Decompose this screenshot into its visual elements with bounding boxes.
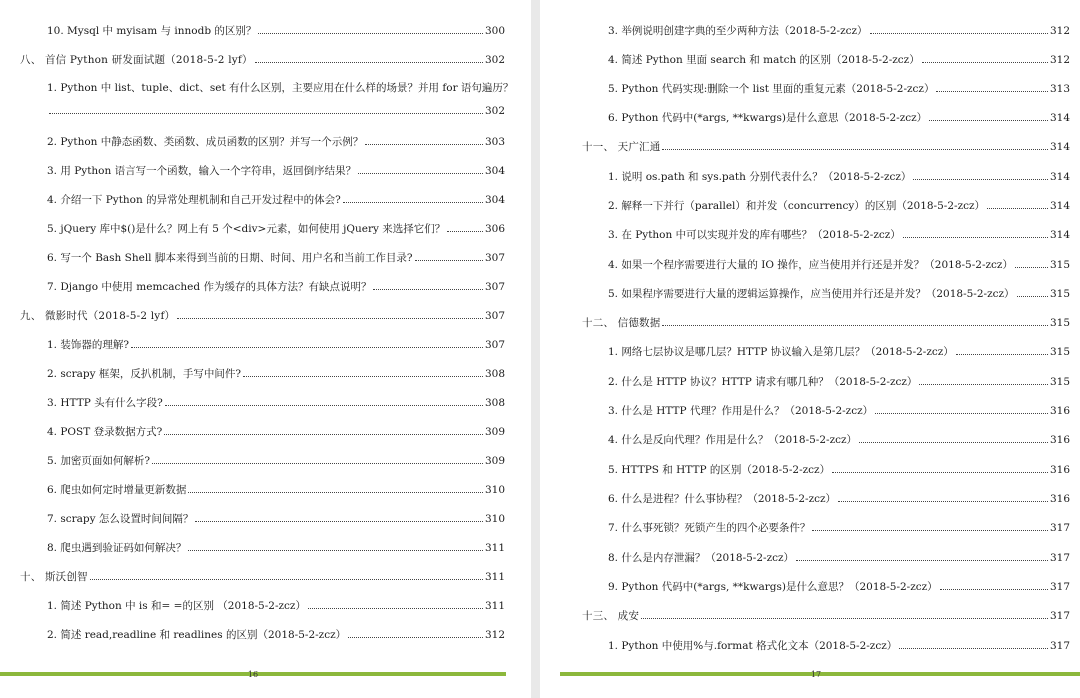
toc-entry[interactable]: 7. Django 中使用 memcached 作为缓存的具体方法？有缺点说明？ 307 — [47, 276, 505, 296]
dot-leader — [165, 392, 483, 406]
toc-entry[interactable]: 1. Python 中使用%与.format 格式化文本（2018-5-2-zcz） 317 — [608, 635, 1070, 655]
dot-leader — [870, 20, 1048, 34]
dot-leader — [936, 78, 1047, 92]
toc-entry[interactable]: 4. 介绍一下 Python 的异常处理机制和自己开发过程中的体会? 304 — [47, 189, 505, 209]
toc-entry[interactable]: 1. 网络七层协议是哪几层？HTTP 协议输入是第几层？（2018-5-2-zcz） 315 — [608, 341, 1070, 361]
toc-entry[interactable]: 4. 什么是反向代理？作用是什么？（2018-5-2-zcz） 316 — [608, 429, 1070, 449]
dot-leader — [90, 566, 483, 580]
page-gutter — [531, 0, 540, 698]
dot-leader — [358, 160, 483, 174]
left-page — [0, 0, 531, 698]
dot-leader — [903, 224, 1048, 238]
dot-leader — [875, 400, 1048, 414]
toc-entry[interactable]: 2. 简述 read,readline 和 readlines 的区别（2018-5-2-zcz） 312 — [47, 624, 505, 644]
toc-section[interactable]: 九、 微影时代（2018-5-2 lyf） 307 — [20, 305, 505, 325]
dot-leader — [919, 371, 1048, 385]
dot-leader — [308, 595, 483, 609]
right-page — [540, 0, 1080, 698]
toc-section[interactable]: 八、 首信 Python 研发面试题（2018-5-2 lyf） 302 — [20, 49, 505, 69]
toc-entry-continued[interactable]: 302 — [47, 100, 505, 120]
toc-entry[interactable]: 3. HTTP 头有什么字段? 308 — [47, 392, 505, 412]
dot-leader — [929, 107, 1048, 121]
toc-entry[interactable]: 2. Python 中静态函数、类函数、成员函数的区别？并写一个示例？ 303 — [47, 131, 505, 151]
dot-leader — [343, 189, 483, 203]
dot-leader — [641, 605, 1048, 619]
dot-leader — [1017, 283, 1048, 297]
dot-leader — [812, 517, 1048, 531]
dot-leader — [258, 20, 483, 34]
toc-section[interactable]: 十二、 信德数据 315 — [582, 312, 1070, 332]
toc-entry[interactable]: 2. scrapy 框架，反扒机制，手写中间件? 308 — [47, 363, 505, 383]
dot-leader — [177, 305, 483, 319]
dot-leader — [365, 131, 483, 145]
toc-entry[interactable]: 2. 什么是 HTTP 协议？HTTP 请求有哪几种？（2018-5-2-zcz） 315 — [608, 371, 1070, 391]
dot-leader — [195, 508, 483, 522]
dot-leader — [662, 136, 1048, 150]
toc-entry[interactable]: 5. 如果程序需要进行大量的逻辑运算操作，应当使用并行还是并发？（2018-5-2-zcz） 315 — [608, 283, 1070, 303]
dot-leader — [796, 547, 1048, 561]
toc-entry[interactable]: 1. 说明 os.path 和 sys.path 分别代表什么？（2018-5-2-zcz） 314 — [608, 166, 1070, 186]
toc-entry[interactable]: 5. jQuery 库中$()是什么？网上有 5 个<div>元素，如何使用 jQuery 来选择它们？ 306 — [47, 218, 505, 238]
toc-entry[interactable]: 6. Python 代码中(*args, **kwargs)是什么意思（2018-5-2-zcz） 314 — [608, 107, 1070, 127]
toc-entry[interactable]: 1. 简述 Python 中 is 和= =的区别 （2018-5-2-zcz） 311 — [47, 595, 505, 615]
toc-entry[interactable]: 4. 简述 Python 里面 search 和 match 的区别（2018-5-2-zcz） 312 — [608, 49, 1070, 69]
dot-leader — [243, 363, 483, 377]
toc-entry[interactable]: 3. 举例说明创建字典的至少两种方法（2018-5-2-zcz） 312 — [608, 20, 1070, 40]
toc-entry[interactable]: 4. 如果一个程序需要进行大量的 IO 操作，应当使用并行还是并发？（2018-5-2-zcz） 315 — [608, 254, 1070, 274]
dot-leader — [956, 341, 1048, 355]
dot-leader — [188, 537, 483, 551]
dot-leader — [913, 166, 1048, 180]
dot-leader — [373, 276, 482, 290]
dot-leader — [49, 100, 483, 114]
toc-entry[interactable]: 3. 用 Python 语言写一个函数，输入一个字符串，返回倒序结果？ 304 — [47, 160, 505, 180]
dot-leader — [255, 49, 483, 63]
toc-section[interactable]: 十、 斯沃创智 311 — [20, 566, 505, 586]
toc-section[interactable]: 十三、 成安 317 — [582, 605, 1070, 625]
toc-entry[interactable]: 1. 装饰器的理解? 307 — [47, 334, 505, 354]
toc-entry[interactable]: 8. 什么是内存泄漏？（2018-5-2-zcz） 317 — [608, 547, 1070, 567]
dot-leader — [899, 635, 1048, 649]
dot-leader — [662, 312, 1048, 326]
dot-leader — [131, 334, 483, 348]
toc-entry[interactable]: 7. scrapy 怎么设置时间间隔？ 310 — [47, 508, 505, 528]
toc-entry[interactable]: 5. HTTPS 和 HTTP 的区别（2018-5-2-zcz） 316 — [608, 459, 1070, 479]
toc-entry[interactable]: 8. 爬虫遇到验证码如何解决？ 311 — [47, 537, 505, 557]
dot-leader — [859, 429, 1048, 443]
toc-entry[interactable]: 5. 加密页面如何解析? 309 — [47, 450, 505, 470]
toc-entry[interactable]: 1. Python 中 list、tuple、dict、set 有什么区别，主要应用在什么样的场景？并用 for 语句遍历？ — [47, 82, 514, 94]
toc-entry[interactable]: 7. 什么事死锁？死锁产生的四个必要条件？ 317 — [608, 517, 1070, 537]
dot-leader — [164, 421, 483, 435]
toc-entry[interactable]: 6. 写一个 Bash Shell 脚本来得到当前的日期、时间、用户名和当前工作目录? 307 — [47, 247, 505, 267]
toc-entry[interactable]: 6. 爬虫如何定时增量更新数据 310 — [47, 479, 505, 499]
toc-entry[interactable]: 5. Python 代码实现:删除一个 list 里面的重复元素（2018-5-2-zcz） 313 — [608, 78, 1070, 98]
dot-leader — [987, 195, 1048, 209]
dot-leader — [940, 576, 1048, 590]
toc-entry[interactable]: 2. 解释一下并行（parallel）和并发（concurrency）的区别（2018-5-2-zcz） 314 — [608, 195, 1070, 215]
dot-leader — [1015, 254, 1048, 268]
toc-entry[interactable]: 10. Mysql 中 myisam 与 innodb 的区别？ 300 — [47, 20, 505, 40]
toc-section[interactable]: 十一、 天广汇通 314 — [582, 136, 1070, 156]
dot-leader — [348, 624, 483, 638]
toc-entry[interactable]: 3. 在 Python 中可以实现并发的库有哪些？（2018-5-2-zcz） 314 — [608, 224, 1070, 244]
toc-entry[interactable]: 4. POST 登录数据方式? 309 — [47, 421, 505, 441]
page-number: 16 — [247, 670, 259, 679]
dot-leader — [415, 247, 483, 261]
toc-entry[interactable]: 3. 什么是 HTTP 代理？作用是什么？（2018-5-2-zcz） 316 — [608, 400, 1070, 420]
dot-leader — [152, 450, 483, 464]
dot-leader — [922, 49, 1048, 63]
dot-leader — [188, 479, 483, 493]
toc-entry[interactable]: 9. Python 代码中(*args, **kwargs)是什么意思？（2018-5-2-zcz） 317 — [608, 576, 1070, 596]
dot-leader — [832, 459, 1048, 473]
page-number: 17 — [810, 670, 822, 679]
toc-entry[interactable]: 6. 什么是进程？什么事协程？（2018-5-2-zcz） 316 — [608, 488, 1070, 508]
dot-leader — [447, 218, 483, 232]
dot-leader — [838, 488, 1048, 502]
